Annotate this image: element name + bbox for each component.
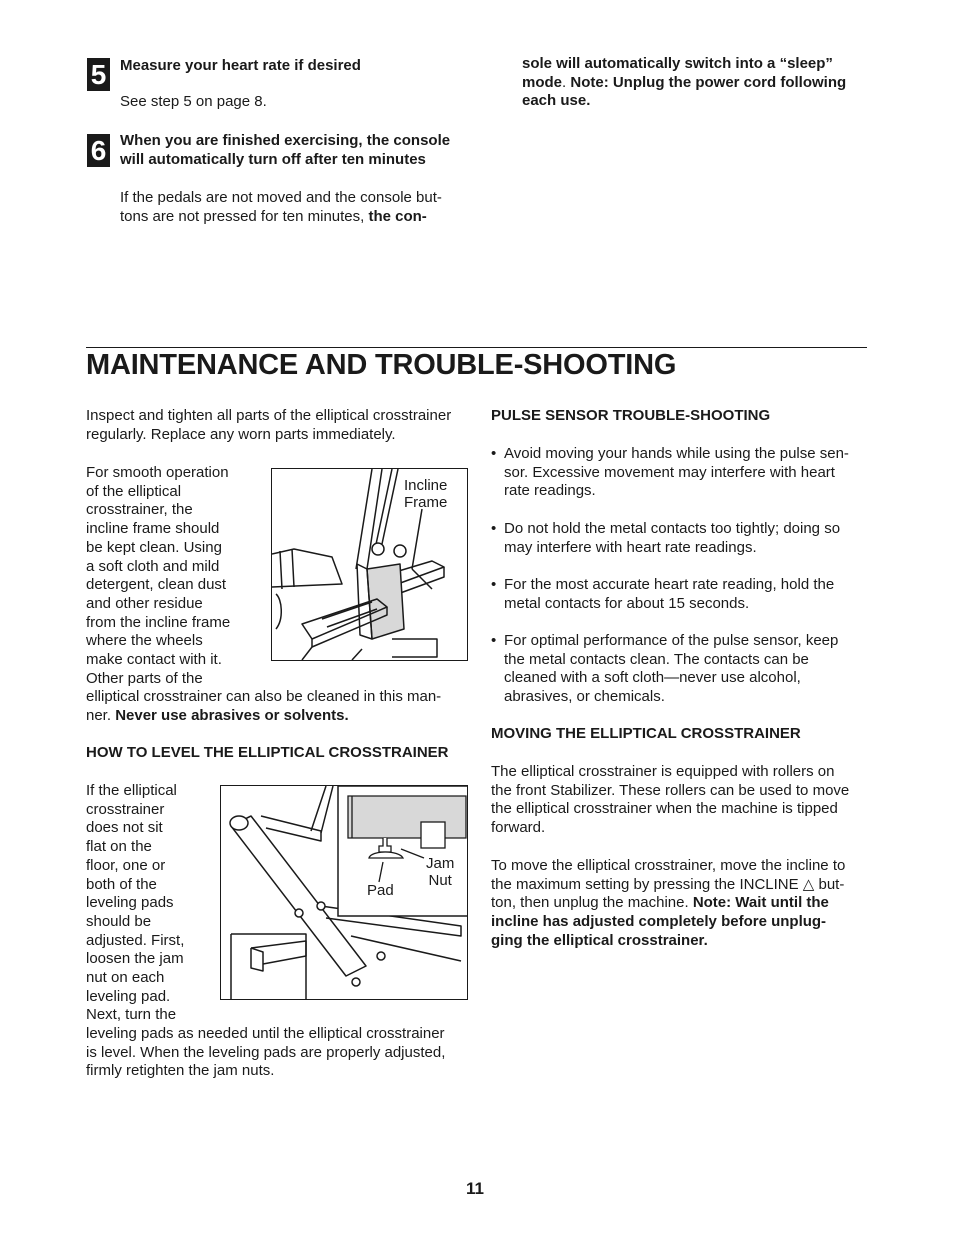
level-line: floor, one or — [86, 856, 166, 874]
cleaning-line: and other residue — [86, 594, 203, 612]
level-paragraph-end — [86, 1025, 445, 1081]
step-5-body: See step 5 on page 8. — [120, 93, 267, 110]
level-line: leveling pads — [86, 894, 174, 912]
section-rule — [86, 347, 867, 348]
label-line: Incline — [404, 477, 448, 494]
pulse-bullet-line: Avoid moving your hands while using the pulse sen- — [504, 445, 849, 462]
pulse-bullet-item — [491, 576, 871, 613]
cleaning-line: from the incline frame — [86, 613, 231, 631]
level-line: adjusted. First, — [86, 931, 185, 949]
level-line: firmly retighten the jam nuts. — [86, 1062, 275, 1080]
cleaning-line: For smooth operation — [86, 464, 229, 481]
pulse-bullet-line: sor. Excessive movement may interfere with heart — [504, 463, 835, 481]
level-line: flat on the — [86, 838, 152, 856]
continued-period: . — [562, 73, 567, 91]
step-6-body-line: If the pedals are not moved and the console but- — [120, 189, 442, 206]
pulse-bullet-line: For the most accurate heart rate reading, hold the — [504, 575, 835, 593]
level-line: nut on each — [86, 969, 165, 987]
step-6-continued — [522, 55, 846, 111]
cleaning-paragraph-end — [86, 688, 441, 725]
jam-nut-label — [426, 855, 454, 889]
moving-line: forward. — [491, 819, 546, 837]
moving-line: ging the elliptical crosstrainer. — [491, 931, 708, 949]
step-6-body-line — [120, 208, 442, 227]
level-line: leveling pads as needed until the elliptical crosstrainer — [86, 1025, 445, 1042]
pulse-bullet-line: the metal contacts clean. The contacts can be — [504, 650, 809, 668]
level-line: should be — [86, 912, 152, 930]
pulse-heading: PULSE SENSOR TROUBLE-SHOOTING — [491, 407, 771, 424]
continued-note: Note: Unplug the power cord following — [566, 73, 847, 91]
moving-line: the front Stabilizer. These rollers can be used to move — [491, 781, 850, 799]
cleaning-line — [86, 707, 441, 726]
incline-frame-label — [404, 477, 447, 511]
moving-heading: MOVING THE ELLIPTICAL CROSSTRAINER — [491, 725, 801, 742]
cleaning-line: crosstrainer, the — [86, 501, 193, 519]
step-6-heading — [120, 132, 450, 169]
moving-line: the elliptical crosstrainer when the machine is tipped — [491, 800, 838, 818]
cleaning-line: where the wheels — [86, 632, 203, 650]
step-6-number: 6 — [87, 134, 110, 167]
continued-line — [522, 74, 846, 93]
level-line: both of the — [86, 875, 157, 893]
cleaning-line: Other parts of the — [86, 669, 203, 687]
pulse-bullet-line: rate readings. — [504, 482, 596, 500]
moving-paragraph-2 — [491, 857, 845, 951]
level-line: leveling pad. — [86, 987, 171, 1005]
cleaning-line: elliptical crosstrainer can also be cleaned in this man- — [86, 688, 442, 705]
bullet-dot: • — [491, 631, 497, 649]
pulse-bullet-line: abrasives, or chemicals. — [504, 688, 665, 706]
pulse-bullet-line: cleaned with a soft cloth—never use alcohol, — [504, 669, 801, 687]
pulse-bullet-item — [491, 520, 871, 557]
cleaning-line: detergent, clean dust — [86, 576, 227, 594]
cleaning-line: a soft cloth and mild — [86, 557, 220, 575]
moving-note: Note: Wait until the — [692, 894, 829, 912]
intro-paragraph — [86, 407, 451, 444]
moving-paragraph-1 — [491, 763, 849, 838]
label-line: Jam — [426, 855, 455, 872]
step-5-number: 5 — [87, 58, 110, 91]
level-line: is level. When the leveling pads are properly adjusted, — [86, 1043, 446, 1061]
pulse-bullet-line: may interfere with heart rate readings. — [504, 538, 757, 556]
pad-label: Pad — [367, 882, 394, 899]
pulse-bullet-line: Do not hold the metal contacts too tightly; doing so — [504, 519, 841, 537]
level-line: crosstrainer — [86, 800, 165, 818]
cleaning-line: make contact with it. — [86, 651, 222, 669]
level-line: Next, turn the — [86, 1006, 177, 1024]
leveling-pad-figure — [220, 785, 468, 1000]
step-6-heading-line: will automatically turn off after ten minutes — [120, 150, 426, 168]
pulse-bullets — [491, 445, 871, 725]
continued-line: sole will automatically switch into a “sleep” — [522, 55, 833, 72]
moving-line — [491, 894, 845, 913]
section-title: MAINTENANCE AND TROUBLE-SHOOTING — [86, 349, 677, 381]
cleaning-paragraph — [86, 464, 266, 688]
incline-frame-figure — [271, 468, 468, 661]
level-heading: HOW TO LEVEL THE ELLIPTICAL CROSSTRAINER — [86, 744, 449, 761]
bullet-dot: • — [491, 519, 497, 537]
body-text: tons are not pressed for ten minutes, — [120, 207, 369, 225]
moving-text: ton, then unplug the machine. — [491, 894, 693, 912]
step-6-body — [120, 189, 442, 226]
cleaning-line: incline frame should — [86, 520, 220, 538]
pulse-bullet-item — [491, 632, 871, 707]
cleaning-line: be kept clean. Using — [86, 538, 222, 556]
moving-line: the maximum setting by pressing the INCLINE △ but- — [491, 875, 845, 893]
pulse-bullet-line: metal contacts for about 15 seconds. — [504, 594, 750, 612]
cleaning-line: of the elliptical — [86, 482, 182, 500]
moving-line: incline has adjusted completely before unplug- — [491, 913, 827, 931]
step-6-heading-line: When you are finished exercising, the console — [120, 132, 451, 149]
level-line: If the elliptical — [86, 782, 177, 799]
label-line: Frame — [404, 494, 448, 511]
cleaning-warning: Never use abrasives or solvents. — [115, 706, 349, 724]
cleaning-text: ner. — [86, 706, 116, 724]
pulse-bullet-line: For optimal performance of the pulse sensor, keep — [504, 631, 839, 649]
bullet-dot: • — [491, 445, 497, 462]
intro-line: regularly. Replace any worn parts immediately. — [86, 425, 396, 443]
label-line: Nut — [428, 872, 452, 889]
step-5-heading: Measure your heart rate if desired — [120, 57, 361, 74]
body-bold-text: the con- — [368, 207, 427, 225]
bullet-dot: • — [491, 575, 497, 593]
page-number: 11 — [466, 1179, 484, 1198]
continued-text: mode — [522, 73, 563, 91]
moving-line: To move the elliptical crosstrainer, move the incline to — [491, 857, 846, 874]
moving-line: The elliptical crosstrainer is equipped with rollers on — [491, 763, 835, 780]
pulse-bullet-item — [491, 445, 871, 501]
level-line: does not sit — [86, 819, 163, 837]
level-line: loosen the jam — [86, 950, 184, 968]
intro-line: Inspect and tighten all parts of the elliptical crosstrainer — [86, 407, 452, 424]
continued-line: each use. — [522, 92, 591, 110]
leveling-pad-illustration — [221, 786, 467, 999]
level-paragraph — [86, 782, 216, 1025]
